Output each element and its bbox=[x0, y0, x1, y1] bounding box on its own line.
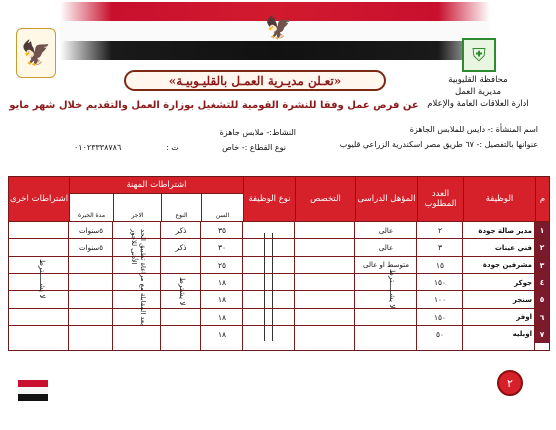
header-other-requirements: اشتراطات اخرى bbox=[8, 177, 69, 221]
job-count: ٥٠ bbox=[435, 329, 445, 339]
job-count: ١٠٠ bbox=[433, 295, 447, 305]
headline: «تعـلن مديـرية العمـل بالقليـوبيـة» bbox=[168, 73, 342, 88]
job-gender: ذكر bbox=[175, 243, 187, 253]
subheader-gender: النوع bbox=[161, 193, 201, 221]
governorate-logo-icon: ⛨ bbox=[462, 38, 496, 72]
job-qualification bbox=[355, 291, 417, 308]
header-num: م bbox=[535, 177, 549, 221]
header-job: الوظيفة bbox=[463, 177, 535, 221]
jobs-table bbox=[8, 176, 550, 351]
job-age: ١٨ bbox=[217, 312, 227, 322]
establishment-name: اسم المنشأة :- دايس للملابس الجاهزة bbox=[409, 125, 538, 134]
job-experience: ٥سنوات bbox=[79, 243, 103, 252]
job-count: ٣ bbox=[437, 243, 443, 253]
header-job-type: نوع الوظيفة bbox=[243, 177, 295, 221]
job-title: سنجر bbox=[512, 295, 532, 304]
org-block bbox=[408, 74, 548, 110]
job-title: اوفر bbox=[516, 313, 532, 322]
eagle-icon: 🦅 bbox=[265, 16, 293, 41]
job-age: ٢٥ bbox=[217, 260, 227, 270]
wage-note: بعد المقابلة مع مراعاة تطبيق الحد الأدنى للاجور bbox=[130, 229, 147, 326]
job-qualification: عالى bbox=[378, 243, 394, 252]
phone-label: ت : bbox=[166, 143, 179, 152]
job-count: ١٥٠ bbox=[433, 312, 447, 322]
job-qualification bbox=[355, 274, 417, 291]
row-number: ٦ bbox=[535, 309, 549, 326]
org-directorate: مديرية العمل bbox=[454, 87, 502, 97]
row-number: ١ bbox=[535, 222, 549, 239]
job-gender: ذكر bbox=[175, 226, 187, 236]
subheader-wage: الاجر bbox=[113, 193, 161, 221]
row-number: ٧ bbox=[535, 326, 549, 343]
egypt-flag-icon bbox=[18, 380, 48, 402]
job-qualification bbox=[355, 326, 417, 343]
ministry-emblem-icon: 🦅 bbox=[16, 28, 56, 78]
establishment-address: عنوانها بالتفصيل :- ٦٧ طريق مصر اسكندرية الزراعي قليوب bbox=[339, 140, 538, 149]
job-count: ١٥٠ bbox=[433, 278, 447, 288]
table-row bbox=[9, 273, 549, 290]
table-row bbox=[9, 325, 549, 342]
table-row bbox=[9, 238, 549, 255]
table-row bbox=[9, 221, 549, 238]
job-title: اوبليه bbox=[512, 330, 532, 339]
job-qualification: عالى bbox=[378, 226, 394, 235]
job-age: ٣٠ bbox=[217, 243, 227, 253]
job-count: ٢ bbox=[437, 226, 443, 236]
row-number: ٥ bbox=[535, 291, 549, 308]
flag-banner bbox=[60, 2, 490, 60]
job-gender bbox=[161, 326, 201, 343]
job-experience bbox=[69, 309, 113, 326]
job-experience: ٥سنوات bbox=[79, 226, 103, 235]
table-row bbox=[9, 290, 549, 307]
header-job-requirements: اشتراطات المهنة bbox=[69, 177, 243, 193]
job-qualification: متوسط او عالى bbox=[362, 261, 410, 270]
row-number: ٣ bbox=[535, 257, 549, 274]
job-title: مدير صالة جودة bbox=[478, 226, 532, 235]
establishment-sector: نوع القطاع :- خاص bbox=[222, 143, 286, 152]
subline: عن فرص عمل وفقا للنشرة القومية للتشغيل بوزارة العمل والتقديم خلال شهر مايو bbox=[9, 99, 419, 111]
job-experience bbox=[69, 257, 113, 274]
job-gender bbox=[161, 257, 201, 274]
job-qualification bbox=[355, 309, 417, 326]
job-experience bbox=[69, 291, 113, 308]
job-experience bbox=[69, 326, 113, 343]
qualification-not-required: لا يشـــــترط bbox=[388, 269, 397, 309]
other-not-required: لا يشـــــترط bbox=[38, 259, 47, 299]
row-number: ٤ bbox=[535, 274, 549, 291]
establishment-activity: النشاط:- ملابس جاهزة bbox=[219, 128, 296, 137]
subheader-experience: مدة الخبرة bbox=[69, 193, 113, 221]
job-gender bbox=[161, 309, 201, 326]
table-row bbox=[9, 308, 549, 325]
subheader-age: السن bbox=[201, 193, 243, 221]
header-count: العدد المطلوب bbox=[417, 177, 463, 221]
gender-not-required: لا يشترط bbox=[178, 277, 187, 306]
headline-box bbox=[124, 70, 386, 91]
job-count: ١٥ bbox=[435, 260, 445, 270]
job-age: ١٨ bbox=[217, 295, 227, 305]
org-governorate: محافظة القليوبية bbox=[448, 75, 508, 85]
header-qualification: المؤهل الدراسى bbox=[355, 177, 417, 221]
job-age: ١٨ bbox=[217, 329, 227, 339]
table-row bbox=[9, 256, 549, 273]
header-specialty: التخصص bbox=[295, 177, 355, 221]
org-department: ادارة العلاقات العامة والإعلام bbox=[427, 99, 529, 109]
job-title: فني عينات bbox=[494, 243, 532, 252]
job-title: مشرفين جودة bbox=[482, 261, 532, 270]
phone-number: ٠١٠٢٣٣٣٨٧٨٦ bbox=[74, 143, 122, 152]
row-number: ٢ bbox=[535, 239, 549, 256]
job-title: جوكر bbox=[514, 278, 532, 287]
page-number: ٢ bbox=[497, 370, 523, 396]
job-age: ١٨ bbox=[217, 278, 227, 288]
job-age: ٣٥ bbox=[217, 226, 227, 236]
job-experience bbox=[69, 274, 113, 291]
